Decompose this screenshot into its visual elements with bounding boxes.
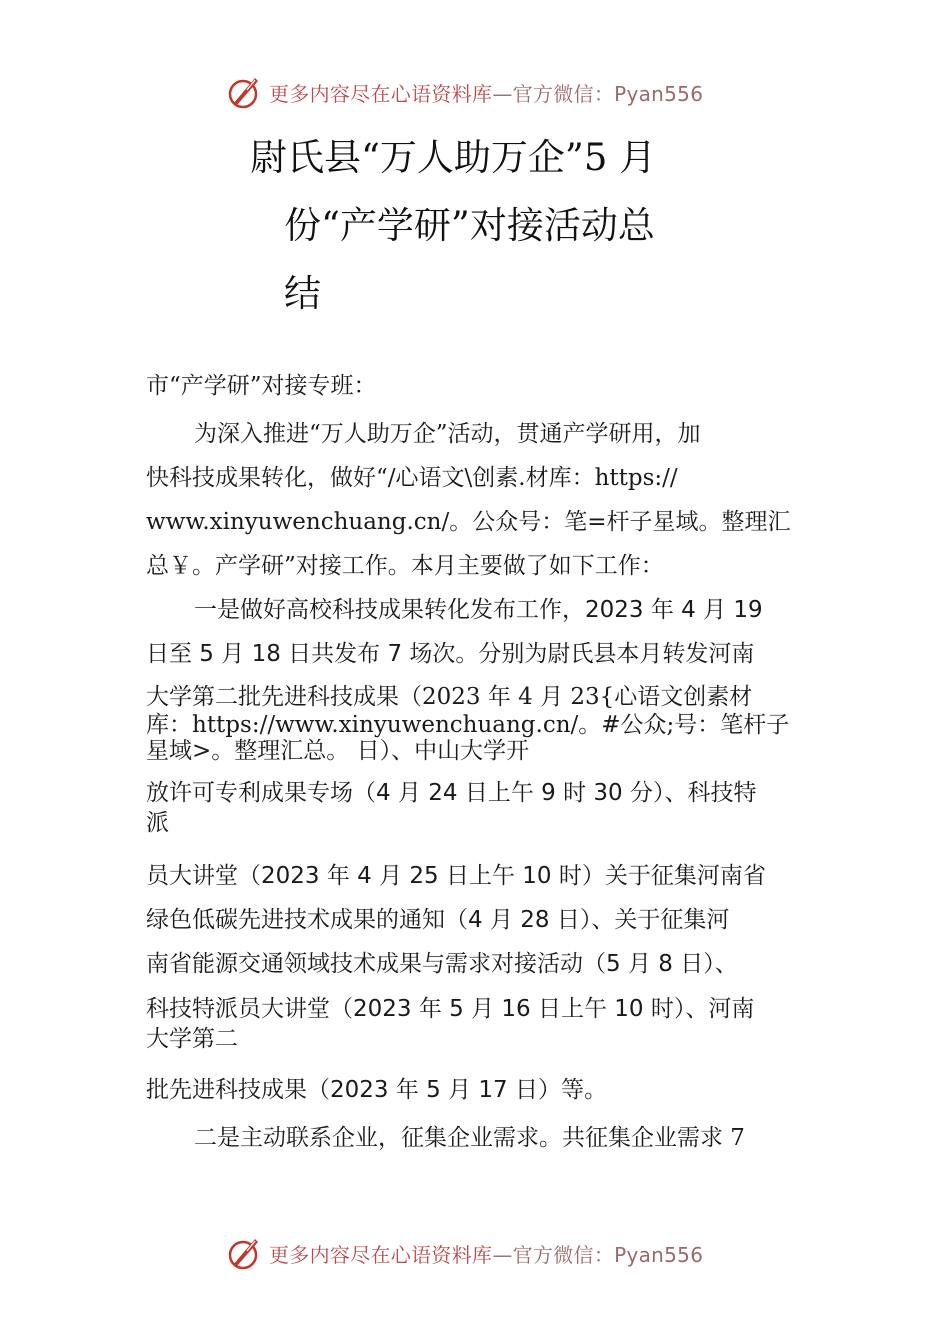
body-line: 星域>。整理汇总。 日）、中山大学开 [146,738,530,764]
watermark-text [269,78,703,107]
watermark-dash: — [492,81,513,106]
watermark-text [269,1239,703,1268]
watermark-site-text: 更多内容尽在心语资料库 [269,1242,493,1267]
watermark-wechat-id: Pyan556 [614,1242,704,1267]
body-line: 批先进科技成果（2023 年 5 月 17 日）等。 [146,1077,607,1103]
watermark-wechat-label: 官方微信： [512,1242,615,1267]
body-line: 日至 5 月 18 日共发布 7 场次。分别为尉氏县本月转发河南 [146,641,755,667]
body-line: 放许可专利成果专场（4 月 24 日上午 9 时 30 分）、科技特 [146,780,757,806]
body-line: 库：https://www.xinyuwenchuang.cn/。#公众;号：笔杆子 [146,712,790,738]
body-line: 南省能源交通领域技术成果与需求对接活动（5 月 8 日）、 [146,951,738,977]
document-body [146,360,816,1160]
body-line: 为深入推进“万人助万企”活动，贯通产学研用，加 [194,421,701,447]
document-title [250,124,690,328]
header-watermark-banner [225,72,745,112]
body-line: 大学第二 [146,1026,238,1052]
body-line: 大学第二批先进科技成果（2023 年 4 月 23{心语文创素材 [146,684,753,710]
quill-logo-icon [225,72,265,112]
title-line-3: 结 [284,272,321,315]
watermark-wechat-label: 官方微信： [512,81,615,106]
body-line: 派 [146,810,169,836]
body-line: 绿色低碳先进技术成果的通知（4 月 28 日）、关于征集河 [146,907,730,933]
body-line: 一是做好高校科技成果转化发布工作，2023 年 4 月 19 [194,597,763,623]
body-line: 二是主动联系企业，征集企业需求。共征集企业需求 7 [194,1125,745,1151]
body-line: 科技特派员大讲堂（2023 年 5 月 16 日上午 10 时）、河南 [146,996,755,1022]
footer-watermark-banner [225,1233,745,1273]
body-line: 总￥。产学研”对接工作。本月主要做了如下工作： [146,553,664,579]
salutation: 市“产学研”对接专班： [146,373,377,399]
body-line: www.xinyuwenchuang.cn/。公众号：笔=杆子星域。整理汇 [146,509,791,535]
quill-logo-icon [225,1233,265,1273]
body-line: 员大讲堂（2023 年 4 月 25 日上午 10 时）关于征集河南省 [146,863,766,889]
body-line: 快科技成果转化，做好“/心语文\创素.材库：https:// [146,465,678,491]
watermark-site-text: 更多内容尽在心语资料库 [269,81,493,106]
title-line-2: 份“产学研”对接活动总 [284,204,655,247]
watermark-dash: — [492,1242,513,1267]
watermark-wechat-id: Pyan556 [614,81,704,106]
title-line-1: 尉氏县“万人助万企”5 月 [250,136,657,179]
